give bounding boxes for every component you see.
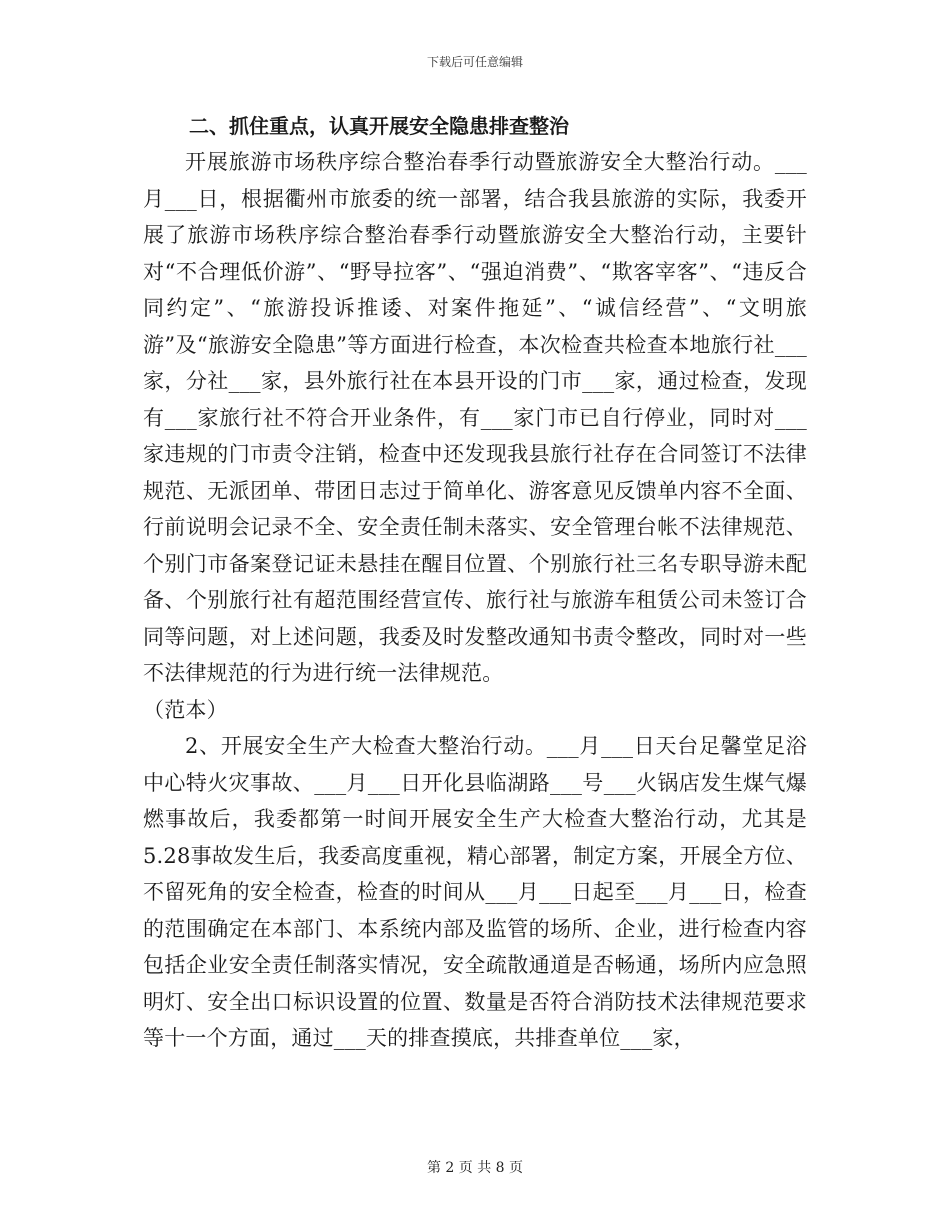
page-header-note: 下载后可任意编辑	[426, 55, 523, 69]
page-number-footer: 第 2 页 共 8 页	[426, 1160, 524, 1176]
section-heading: 二、抓住重点，认真开展安全隐患排查整治	[189, 114, 569, 138]
paragraph-safety-inspection: 2、开展安全生产大检查大整治行动。___月___日天台足馨堂足浴中心特火灾事故、___月___日开化县临湖路___号___火锅店发生煤气爆燃事故后，我委都第一时间开展安全生产大检查大整治行动，尤其是5.28事故发生后，我委高度重视，精心部署，制定方案，开展全方位、不留死角的安全检查，检查的时间从___月___日起至___月___日，检查的范围确定在本部门、本系统内部及监管的场所、企业，进行检查内容包括企业安全责任制落实情况，安全疏散通道是否畅通，场所内应急照明灯、安全出口标识设置的位置、数量是否符合消防技术法律规范要求等十一个方面，通过___天的排查摸底，共排查单位___家，	[143, 734, 807, 1050]
paragraph-template-note: （范本）	[143, 697, 228, 722]
paragraph-tourism-rectification: 开展旅游市场秩序综合整治春季行动暨旅游安全大整治行动。___月___日，根据衢州市旅委的统一部署，结合我县旅游的实际，我委开展了旅游市场秩序综合整治春季行动暨旅游安全大整治行动，主要针对“不合理低价游”、“野导拉客”、“强迫消费”、“欺客宰客”、“违反合同约定”、“旅游投诉推诿、对案件拖延”、“诚信经营”、“文明旅游”及“旅游安全隐患”等方面进行检查，本次检查共检查本地旅行社___家，分社___家，县外旅行社在本县开设的门市___家，通过检查，发现有___家旅行社不符合开业条件，有___家门市已自行停业，同时对___家违规的门市责令注销，检查中还发现我县旅行社存在合同签订不法律规范、无派团单、带团日志过于简单化、游客意见反馈单内容不全面、行前说明会记录不全、安全责任制未落实、安全管理台帐不法律规范、个别门市备案登记证未悬挂在醒目位置、个别旅行社三名专职导游未配备、个别旅行社有超范围经营宣传、旅行社与旅游车租赁公司未签订合同等问题，对上述问题，我委及时发整改通知书责令整改，同时对一些不法律规范的行为进行统一法律规范。	[143, 150, 807, 685]
document-body	[143, 108, 807, 1057]
